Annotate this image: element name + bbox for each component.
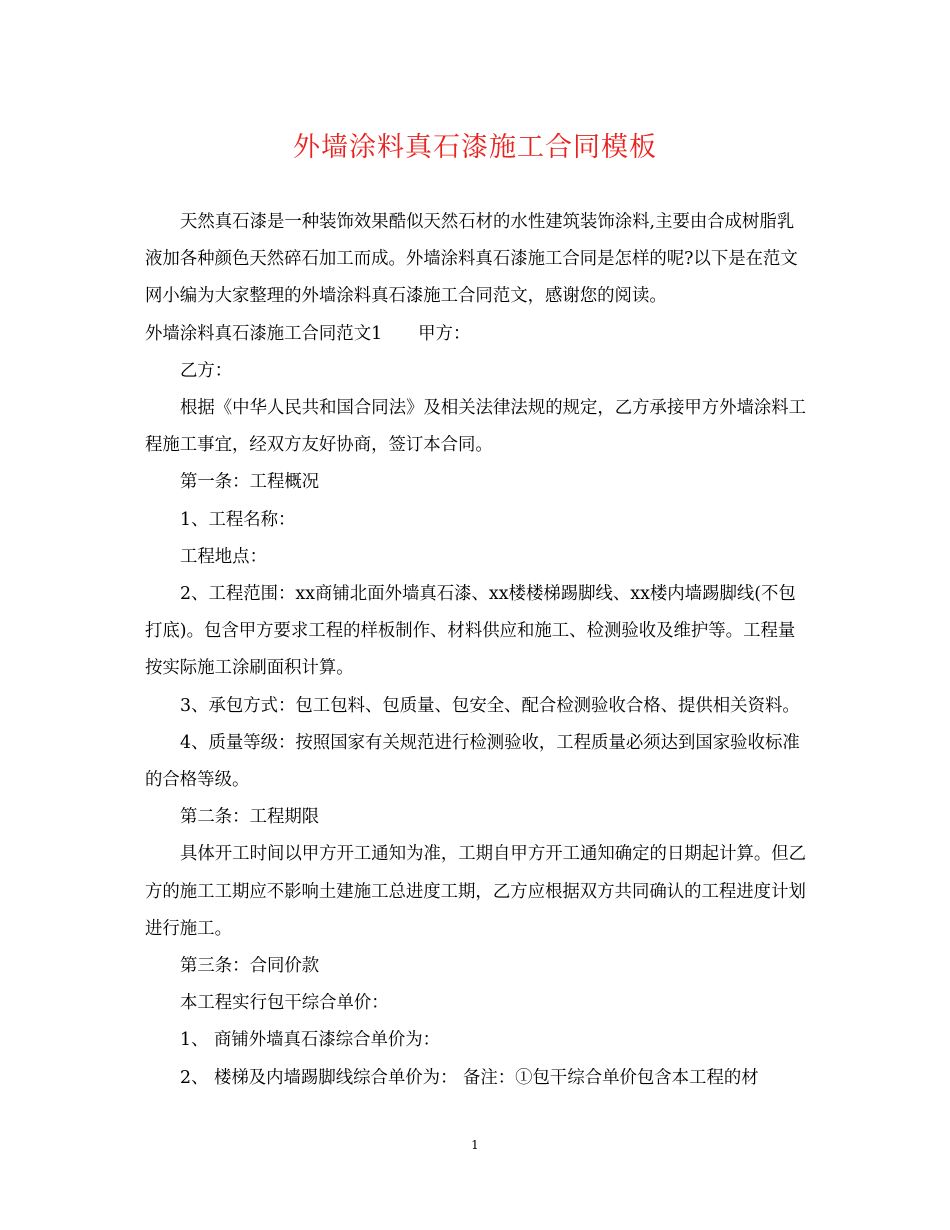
article-2-heading: 第二条：工程期限 [180, 807, 320, 828]
document-body [145, 204, 810, 1097]
page-number: 1 [471, 1138, 479, 1152]
sample-title: 外墙涂料真石漆施工合同范文1 [145, 323, 383, 344]
storefront-price-item: 1、 商铺外墙真石漆综合单价为： [180, 1030, 441, 1051]
stair-skirting-price-item: 2、 楼梯及内墙踢脚线综合单价为： 备注：①包干综合单价包含本工程的材 [180, 1067, 759, 1088]
project-scope-item: 2、工程范围：xx商铺北面外墙真石漆、xx楼楼梯踢脚线、xx楼内墙踢脚线(不包打底)。包含甲方要求工程的样板制作、材料供应和施工、检测验收及维护等。工程量按实际施工涂刷面积计算。 [145, 584, 796, 679]
document-title: 外墙涂料真石漆施工合同模板 [293, 132, 657, 163]
intro-paragraph: 天然真石漆是一种装饰效果酷似天然石材的水性建筑装饰涂料,主要由合成树脂乳液加各种颜色天然碎石加工而成。外墙涂料真石漆施工合同是怎样的呢?以下是在范文网小编为大家整理的外墙涂料真石漆施工合同范文，感谢您的阅读。 [145, 212, 798, 307]
project-location-item: 工程地点： [180, 546, 267, 567]
party-a-label: 甲方： [418, 323, 471, 344]
party-b-label: 乙方： [180, 360, 233, 381]
sample-heading-line [145, 316, 810, 353]
period-paragraph: 具体开工时间以甲方开工通知为准，工期自甲方开工通知确定的日期起计算。但乙方的施工工期应不影响土建施工总进度工期，乙方应根据双方共同确认的工程进度计划进行施工。 [145, 844, 807, 939]
unit-price-intro: 本工程实行包干综合单价： [180, 993, 389, 1014]
basis-paragraph: 根据《中华人民共和国合同法》及相关法律法规的规定，乙方承接甲方外墙涂料工程施工事宜，经双方友好协商，签订本合同。 [145, 398, 807, 456]
article-3-heading: 第三条：合同价款 [180, 956, 320, 977]
quality-level-item: 4、质量等级：按照国家有关规范进行检测验收，工程质量必须达到国家验收标准的合格等级。 [145, 732, 800, 791]
project-name-item: 1、工程名称： [180, 509, 296, 530]
article-1-heading: 第一条：工程概况 [180, 472, 320, 493]
contract-method-item: 3、承包方式：包工包料、包质量、包安全、配合检测验收合格、提供相关资料。 [180, 695, 800, 716]
